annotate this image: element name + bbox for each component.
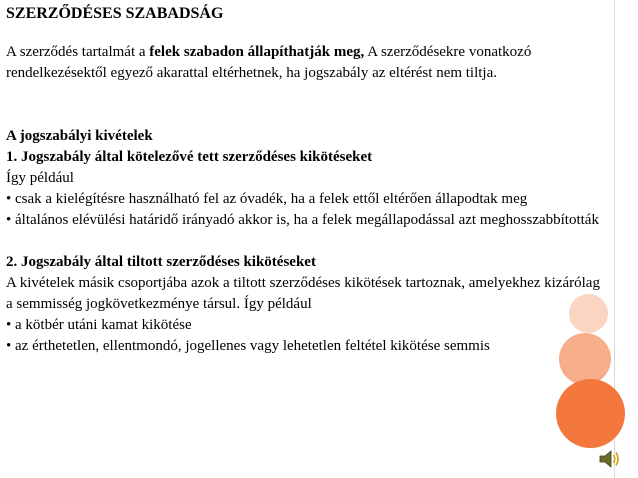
intro-line-2: rendelkezésektől egyező akarattal eltérhetnek, ha jogszabály az eltérést nem tiltja. xyxy=(6,65,498,81)
section2-line-2: a semmisség jogkövetkezménye társul. Így például xyxy=(6,296,312,312)
section1-heading: 1. Jogszabály által kötelezővé tett szerződéses kikötéseket xyxy=(6,149,373,165)
intro-line-1: A szerződés tartalmát a felek szabadon állapíthatják meg, A szerződésekre vonatkozó xyxy=(6,44,532,60)
section2-heading: 2. Jogszabály által tiltott szerződéses kikötéseket xyxy=(6,254,316,270)
exceptions-heading: A jogszabályi kivételek xyxy=(6,128,153,144)
intro-emphasis: felek szabadon állapíthatják meg, xyxy=(149,44,365,60)
decor-circle-large xyxy=(556,379,625,448)
decor-circle-medium xyxy=(559,333,611,385)
spacer xyxy=(6,105,638,126)
spacer xyxy=(6,84,638,105)
section1-lead: Így például xyxy=(6,170,74,186)
section1-bullet: • általános elévülési határidő irányadó akkor is, ha a felek megállapodással azt meghosszabbították xyxy=(6,212,599,228)
section2-bullet: • a kötbér utáni kamat kikötése xyxy=(6,317,192,333)
slide-title: SZERZŐDÉSES SZABADSÁG xyxy=(6,5,224,22)
section2-bullet: • az érthetetlen, ellentmondó, jogellenes vagy lehetetlen feltétel kikötése semmis xyxy=(6,338,490,354)
section2-line-1: A kivételek másik csoportjába azok a tiltott szerződéses kikötések tartoznak, amelyekhez kizárólag xyxy=(6,275,600,291)
decor-circle-small xyxy=(569,294,608,333)
spacer xyxy=(6,231,638,252)
slide-body xyxy=(6,42,638,357)
section1-bullet: • csak a kielégítésre használható fel az óvadék, ha a felek ettől eltérően állapodtak meg xyxy=(6,191,528,207)
speaker-icon[interactable] xyxy=(598,448,622,470)
